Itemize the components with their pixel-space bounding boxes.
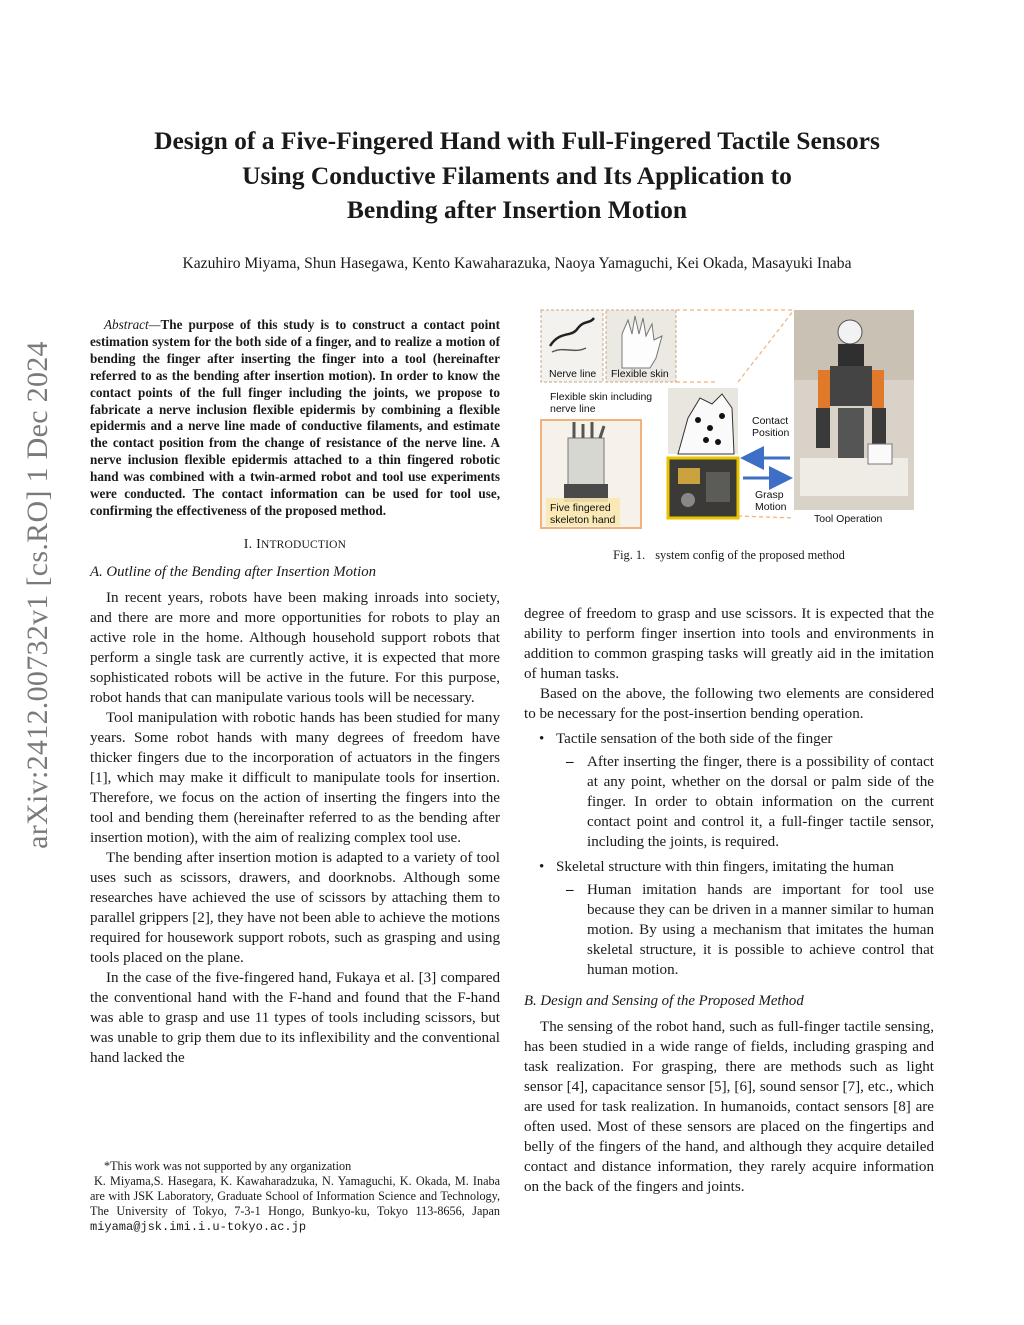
author-email[interactable]: miyama@jsk.imi.i.u-tokyo.ac.jp xyxy=(90,1220,307,1234)
requirements-list xyxy=(524,729,934,980)
robot-photo xyxy=(794,310,914,525)
subsection-heading-b: B. Design and Sensing of the Proposed Method xyxy=(524,993,804,1009)
footnote xyxy=(90,1159,500,1235)
title-line-1: Design of a Five-Fingered Hand with Full-Fingered Tactile Sensors xyxy=(154,126,880,155)
flexible-skin-label: Flexible skin xyxy=(611,368,669,380)
footnote-affiliation: K. Miyama,S. Hasegara, K. Kawaharadzuka, N. Yamaguchi, K. Okada, M. Inaba are with JSK Laboratory, Graduate School of Information Science and Technology, The University of Tokyo, 7-3-1 Hongo, Bunkyo-ku, Tokyo 113-8656, Japan miyama@jsk.imi.i.u-tokyo.ac.jp xyxy=(90,1174,500,1234)
skeleton-hand-photo xyxy=(541,420,641,528)
svg-text:Position: Position xyxy=(752,427,790,439)
figure-caption-text: system config of the proposed method xyxy=(655,548,845,562)
figure-1 xyxy=(538,308,918,536)
paragraph: Based on the above, the following two elements are considered to be necessary for the post-insertion bending operation. xyxy=(524,686,934,722)
figure-1-diagram xyxy=(538,308,918,536)
svg-text:nerve line: nerve line xyxy=(550,403,596,415)
grasp-motion-label: Grasp xyxy=(755,489,784,501)
arxiv-sidebar xyxy=(10,230,66,960)
nerve-line-photo xyxy=(541,310,603,382)
figure-caption xyxy=(524,548,934,563)
section-heading-introduction: I. INTRODUCTION xyxy=(243,536,347,552)
figure-label: Fig. 1. xyxy=(613,548,646,562)
title-line-2: Using Conductive Filaments and Its Application to xyxy=(242,160,792,190)
hand-with-skin-photo xyxy=(668,388,738,518)
contact-position-label: Contact xyxy=(752,415,789,427)
tool-operation-label: Tool Operation xyxy=(814,513,883,525)
paragraph: In recent years, robots have been making inroads into society, and there are more and more opportunities for robots to play an active role in the home. Although household support robots that perform a single task are currently active, it is expected that more sophisticated robots will be active in the future. For this purpose, robot hands that can manipulate various tools will be necessary. xyxy=(90,589,500,706)
skeleton-hand-label: Five fingered xyxy=(550,502,611,514)
flexible-skin-including-label: Flexible skin including xyxy=(550,391,653,403)
nerve-line-label: Nerve line xyxy=(549,368,597,380)
footnote-funding: *This work was not supported by any organization xyxy=(104,1159,352,1173)
flexible-skin-photo xyxy=(606,310,676,382)
arxiv-id: arXiv:2412.00732v1 [cs.RO] 1 Dec 2024 xyxy=(21,341,54,849)
list-item: • Skeletal structure with thin fingers, imitating the human xyxy=(524,857,934,877)
abstract: Abstract—The purpose of this study is to construct a contact point estimation system for the both side of a finger, and to realize a motion of bending the finger after inserting the finger into a tool (hereinafter referred to as the bending after insertion motion). In order to know the contact points of the full finger including the joints, we propose to fabricate a nerve inclusion flexible epidermis by combining a flexible epidermis and a nerve line made of conductive filaments, and estimate the contact position from the change of resistance of the nerve line. A nerve inclusion flexible epidermis attached to a thin fingered robotic hand was combined with a twin-armed robot and tool use experiments were conducted. The contact information can be used for tool use, confirming the effectiveness of the proposed method. xyxy=(90,317,500,518)
abstract-label: Abstract xyxy=(104,317,149,332)
paragraph: In the case of the five-fingered hand, Fukaya et al. [3] compared the conventional hand with the F-hand and found that the F-hand was able to grasp and use 11 types of tools including scissors, but was unable to grip them due to its inflexibility and the conventional hand lacked the xyxy=(90,969,500,1066)
paragraph: The bending after insertion motion is adapted to a variety of tool uses such as scissors, drawers, and doorknobs. Although some researches have achieved the use of scissors by attaching them to parallel grippers [2], they have not been able to achieve the motions required for housework support robots, such as grasping and using tools placed on the plane. xyxy=(90,849,500,966)
paragraph: degree of freedom to grasp and use scissors. It is expected that the ability to perform finger insertion into tools and environments in addition to common grasping tasks will greatly aid in the imitation of human tasks. xyxy=(524,606,934,682)
list-sub-item: – After inserting the finger, there is a possibility of contact at any point, whether on the dorsal or palm side of the finger. In order to obtain information on the current contact point and control it, a full-finger tactile sensor, including the joints, is required. xyxy=(524,752,934,852)
paragraph: The sensing of the robot hand, such as full-finger tactile sensing, has been studied in a wide range of fields, including grasping and task realization. For grasping, there are methods such as light sensor [4], capacitance sensor [5], [6], sound sensor [7], etc., which are used for task realization. In humanoids, contact sensors [8] are often used. Most of these sensors are placed on the fingertips and belly of the fingers of the hand, and although they acquire detailed contact and distance information, they rarely acquire information on the back of the fingers and joints. xyxy=(524,1019,934,1195)
abstract-text: The purpose of this study is to construct a contact point estimation system for the both side of a finger, and to realize a motion of bending the finger after inserting the finger into a tool (hereinafter referred to as the bending after insertion motion). In order to know the contact points of the full finger including the joints, we propose to fabricate a nerve inclusion flexible epidermis by combining a flexible epidermis and a nerve line made of conductive filaments, and estimate the contact position from the change of resistance of the nerve line. A nerve inclusion flexible epidermis attached to a thin fingered robotic hand was combined with a twin-armed robot and tool use experiments were conducted. The contact information can be used for tool use, confirming the effectiveness of the proposed method. xyxy=(90,317,500,518)
author-list: Kazuhiro Miyama, Shun Hasegawa, Kento Kawaharazuka, Naoya Yamaguchi, Kei Okada, Masayuki Inaba xyxy=(182,255,852,272)
paragraph: Tool manipulation with robotic hands has been studied for many years. Some robot hands with many degrees of freedom have thicker fingers due to the incorporation of actuators in the fingers [1], which may make it difficult to manipulate tools for insertion. Therefore, we focus on the action of inserting the fingers into the tool and bending them (hereinafter referred to as the bending after insertion motion), with the aim of realizing complex tool use. xyxy=(90,709,500,846)
right-column xyxy=(524,604,934,1197)
list-sub-item: – Human imitation hands are important for tool use because they can be driven in a manner similar to human motion. By using a mechanism that imitates the human skeletal structure, it is possible to achieve control that human motion. xyxy=(524,880,934,980)
left-column xyxy=(90,317,500,1068)
title-line-3: Bending after Insertion Motion xyxy=(346,195,688,224)
subsection-heading-a: A. Outline of the Bending after Insertion Motion xyxy=(90,563,377,580)
svg-text:Motion: Motion xyxy=(755,501,787,513)
svg-text:skeleton hand: skeleton hand xyxy=(550,514,616,526)
list-item: • Tactile sensation of the both side of the finger xyxy=(524,729,934,749)
paper-title xyxy=(100,124,934,228)
